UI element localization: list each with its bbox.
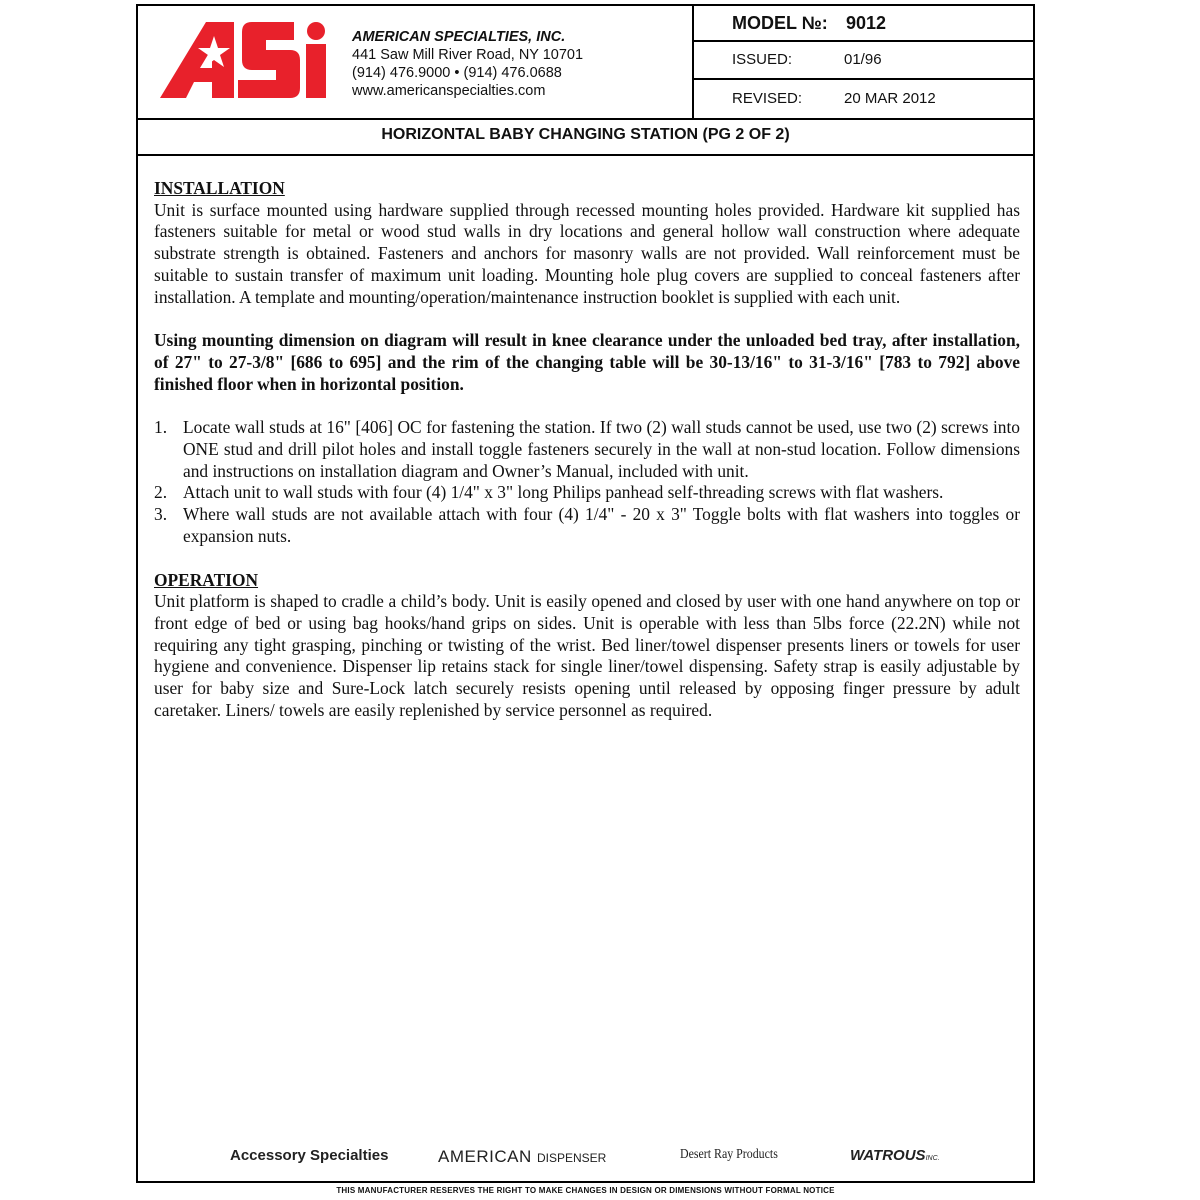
company-phone: (914) 476.9000 • (914) 476.0688	[352, 65, 562, 81]
installation-heading: INSTALLATION	[154, 178, 285, 198]
operation-heading: OPERATION	[154, 569, 259, 590]
document-meta	[692, 6, 1035, 118]
list-item	[154, 504, 1020, 547]
installation-steps	[154, 417, 1020, 547]
step-text: Locate wall studs at 16" [406] OC for fastening the station. If two (2) wall studs cannot be used, use two (2) screws into ONE stud and drill pilot holes and install toggle fasteners securely in the wall at non-stud location. Follow dimensions and instructions on installation diagram and Owner’s Manual, included with unit.	[183, 417, 1020, 481]
revised-row	[694, 80, 1035, 118]
spec-sheet	[136, 4, 1035, 1195]
company-info	[352, 28, 583, 100]
brand-american-small: DISPENSER	[536, 1151, 607, 1165]
brand-desert-ray: Desert Ray Products	[680, 1147, 778, 1162]
installation-paragraph: Unit is surface mounted using hardware supplied through recessed mounting holes provided. Hardware kit supplied has fasteners suitable for metal or wood stud walls in dry locations and general hollow wall construction where adequate substrate strength is obtained. Fasteners and anchors for masonry walls are not provided. Wall reinforcement must be suitable to sustain transfer of maximum unit loading. Mounting hole plug covers are supplied to conceal fasteners after installation. A template and mounting/operation/maintenance instruction booklet is supplied with each unit.	[154, 199, 1020, 307]
issued-value: 01/96	[844, 51, 882, 68]
list-item	[154, 417, 1020, 482]
brand-american-main: AMERICAN	[438, 1147, 532, 1166]
revised-label: REVISED:	[732, 90, 803, 107]
brand-watrous-main: WATROUS	[850, 1147, 926, 1164]
header	[138, 6, 1033, 120]
page-title: HORIZONTAL BABY CHANGING STATION (PG 2 OF 2)	[138, 118, 1033, 156]
brand-watrous-small: INC.	[925, 1155, 940, 1162]
model-value: 9012	[846, 13, 887, 33]
step-number: 1.	[154, 417, 168, 438]
list-item	[154, 482, 1020, 504]
step-number: 2.	[154, 482, 168, 503]
brand-accessory-specialties: Accessory Specialties	[230, 1147, 389, 1164]
issued-row	[694, 42, 1035, 80]
asi-logo	[160, 20, 328, 100]
legal-notice: THIS MANUFACTURER RESERVES THE RIGHT TO MAKE CHANGES IN DESIGN OR DIMENSIONS WITHOUT FORMAL NOTICE	[336, 1186, 835, 1195]
company-name: AMERICAN SPECIALTIES, INC.	[352, 29, 566, 45]
mounting-note: Using mounting dimension on diagram will result in knee clearance under the unloaded bed tray, after installation, of 27" to 27-3/8" [686 to 695] and the rim of the changing table will be 30-13/16" to 31-3/16" [783 to 792] above finished floor when in horizontal position.	[154, 330, 1020, 394]
model-label: MODEL №:	[732, 13, 828, 33]
step-text: Attach unit to wall studs with four (4) 1/4" x 3" long Philips panhead self-threading screws with flat washers.	[183, 482, 944, 503]
footer-brands	[138, 1145, 1033, 1181]
company-website[interactable]: www.americanspecialties.com	[352, 83, 546, 99]
step-number: 3.	[154, 504, 168, 525]
brand-watrous	[850, 1147, 940, 1164]
company-address: 441 Saw Mill River Road, NY 10701	[352, 47, 584, 63]
document-body	[154, 178, 1020, 721]
issued-label: ISSUED:	[732, 51, 793, 68]
model-row	[694, 6, 1035, 42]
revised-value: 20 MAR 2012	[844, 90, 936, 107]
step-text: Where wall studs are not available attach with four (4) 1/4" - 20 x 3" Toggle bolts with flat washers into toggles or expansion nuts.	[183, 504, 1020, 546]
operation-paragraph: Unit platform is shaped to cradle a child’s body. Unit is easily opened and closed by user with one hand anywhere on top or front edge of bed or using bag hooks/hand grips on sides. Unit is operable with less than 5lbs force (22.2N) while not requiring any tight grasping, pinching or twisting of the wrist. Bed liner/towel dispenser presents liners or towels for user hygiene and convenience. Dispenser lip retains stack for single liner/towel dispensing. Safety strap is easily adjustable by user for baby size and Sure-Lock latch securely resists opening until released by opposing finger pressure by adult caretaker. Liners/ towels are easily replenished by service personnel as required.	[154, 591, 1020, 720]
brand-american-dispenser	[438, 1147, 606, 1167]
